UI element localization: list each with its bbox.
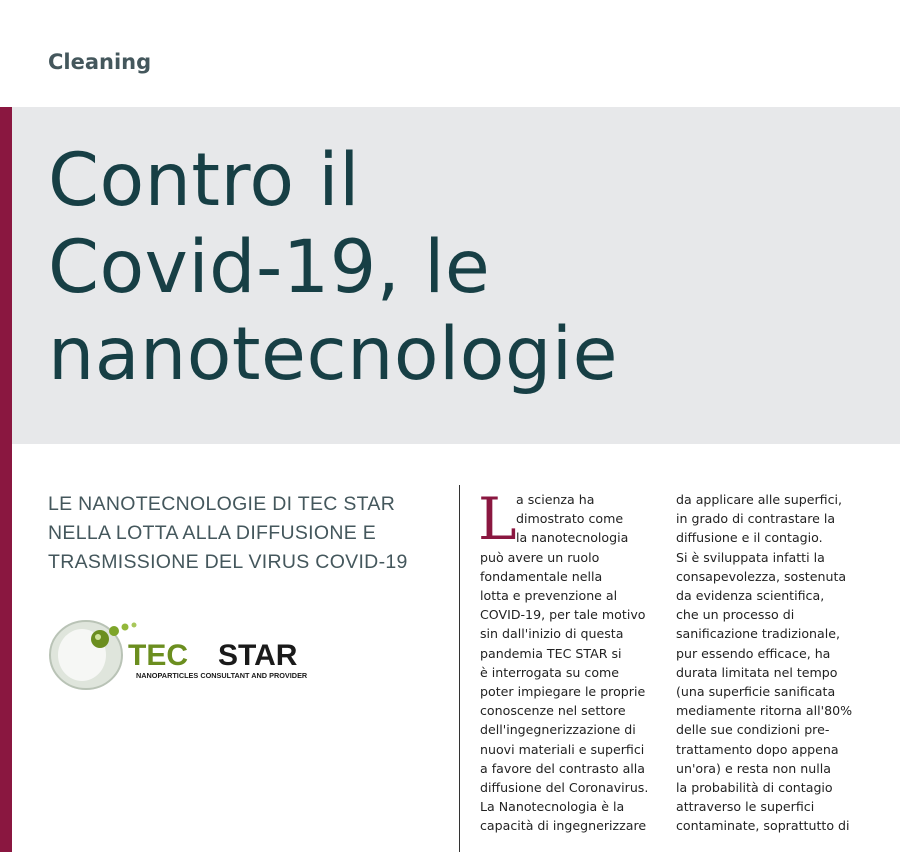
- article-line: da applicare alle superfici,: [676, 492, 842, 507]
- accent-bar: [0, 107, 12, 852]
- logo-tagline: NANOPARTICLES CONSULTANT AND PROVIDER: [136, 671, 308, 680]
- article-line: delle sue condizioni pre-: [676, 722, 830, 738]
- article-line: è interrogata su come: [480, 664, 620, 680]
- article-line: la probabilità di contagio: [676, 780, 833, 796]
- section-label: Cleaning: [48, 50, 152, 74]
- article-line: mediamente ritorna all'80%: [676, 703, 853, 719]
- logo-sphere-tiny: [132, 623, 137, 628]
- article-line: diffusione e il contagio.: [676, 530, 823, 546]
- article-line: la nanotecnologia: [516, 530, 629, 546]
- logo-brand-tec: TEC: [128, 639, 188, 672]
- logo-sphere-medium: [109, 626, 119, 636]
- title-line-3: nanotecnologie: [48, 312, 619, 397]
- article-title: [48, 137, 848, 398]
- article-line: sin dall'inizio di questa: [480, 626, 624, 642]
- subtitle-line-2: NELLA LOTTA ALLA DIFFUSIONE E: [48, 522, 377, 544]
- article-line: nuovi materiali e superfici: [480, 741, 645, 757]
- article-line: a favore del contrasto alla: [480, 760, 646, 776]
- article-line: Si è sviluppata infatti la: [676, 549, 825, 565]
- article-line: dell'ingegnerizzazione di: [480, 722, 636, 738]
- article-line: poter impiegare le proprie: [480, 684, 646, 700]
- article-line: (una superficie sanificata: [676, 684, 836, 700]
- article-line: sanificazione tradizionale,: [676, 626, 840, 642]
- article-line: che un processo di: [676, 607, 795, 623]
- article-line: consapevolezza, sostenuta: [676, 568, 847, 584]
- article-line: può avere un ruolo: [480, 549, 600, 565]
- drop-cap: L: [478, 485, 517, 553]
- article-line: in grado di contrastare la: [676, 511, 836, 527]
- article-line: lotta e prevenzione al: [480, 588, 618, 604]
- article-line: fondamentale nella: [480, 568, 603, 584]
- logo-brand-star: STAR: [218, 639, 298, 672]
- article-line: La Nanotecnologia è la: [480, 799, 625, 815]
- article-line: COVID-19, per tale motivo: [480, 607, 646, 623]
- article-line: diffusione del Coronavirus.: [480, 780, 649, 796]
- tec-star-logo: [48, 615, 338, 695]
- article-line: da evidenza scientifica,: [676, 588, 825, 604]
- subtitle-line-3: TRASMISSIONE DEL VIRUS COVID-19: [48, 551, 408, 573]
- article-subtitle: [48, 490, 448, 577]
- article-line: attraverso le superfici: [676, 799, 815, 815]
- logo-sphere-shine: [95, 634, 101, 640]
- column-divider: [459, 485, 460, 852]
- article-line: dimostrato come: [516, 511, 624, 527]
- article-line: conoscenze nel settore: [480, 703, 626, 719]
- article-line: durata limitata nel tempo: [676, 664, 838, 680]
- logo-sphere-small: [122, 624, 129, 631]
- article-line: un'ora) e resta non nulla: [676, 760, 831, 776]
- article-column-2: [676, 490, 866, 836]
- subtitle-line-1: LE NANOTECNOLOGIE DI TEC STAR: [48, 493, 396, 515]
- article-line: pur essendo efficace, ha: [676, 645, 831, 661]
- article-line: trattamento dopo appena: [676, 741, 839, 757]
- title-line-2: Covid-19, le: [48, 225, 491, 310]
- article-line: a scienza ha: [516, 492, 595, 507]
- article-line: capacità di ingegnerizzare: [480, 818, 647, 834]
- title-line-1: Contro il: [48, 138, 360, 223]
- article-line: contaminate, soprattutto di: [676, 818, 850, 834]
- article-column-1: [478, 485, 670, 836]
- article-line: pandemia TEC STAR si: [480, 645, 622, 661]
